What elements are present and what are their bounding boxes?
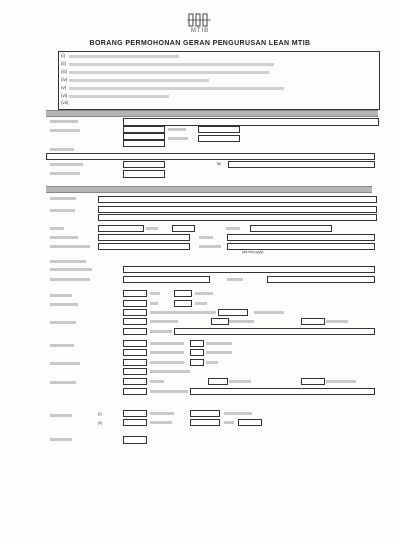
ownership-option-3-box[interactable] <box>123 309 147 316</box>
form-title: BORANG PERMOHONAN GERAN PENGURUSAN LEAN MTIB <box>89 40 311 47</box>
note-item: (v) <box>59 85 379 93</box>
label-phone: Tel <box>216 161 222 166</box>
category-option-2-box[interactable] <box>208 378 228 385</box>
note-item: (ii) <box>59 61 379 69</box>
market-option-4-box[interactable] <box>190 349 204 356</box>
address-line-2[interactable] <box>123 133 165 140</box>
note-item: (vi) <box>59 93 379 101</box>
activity-option-1-label <box>150 320 178 323</box>
section-company-band <box>46 110 378 117</box>
race-field[interactable] <box>250 225 332 232</box>
label-city <box>168 128 186 131</box>
person-name-field[interactable] <box>98 196 377 203</box>
label-company-info <box>50 260 86 263</box>
staff-option-4-box[interactable] <box>190 419 220 426</box>
category-option-3-box[interactable] <box>301 378 325 385</box>
category-other-field[interactable] <box>190 388 375 395</box>
label-company-type <box>50 268 92 271</box>
paid-up-capital-field[interactable] <box>123 276 210 283</box>
registration-date-field[interactable] <box>123 170 165 178</box>
market-option-2-box[interactable] <box>190 340 204 347</box>
address-line-1[interactable] <box>123 126 165 133</box>
office-phone-field[interactable] <box>98 234 190 241</box>
staff-option-1-label <box>150 412 174 415</box>
category-option-1-label <box>150 380 164 383</box>
label-company-name <box>50 120 78 123</box>
activity-option-4-label <box>150 330 172 333</box>
ownership-option-2-label <box>195 302 207 305</box>
status-option-2-label <box>195 292 213 295</box>
staff-option-4-label <box>224 421 234 424</box>
category-option-1-box[interactable] <box>123 378 147 385</box>
activity-option-1-box[interactable] <box>123 318 147 325</box>
activity-option-2-label <box>229 320 254 323</box>
staff-grade-2: (ii) <box>98 420 103 425</box>
product-option-1-box[interactable] <box>123 359 147 366</box>
ownership-option-3-label <box>150 311 216 314</box>
label-registration-date <box>50 172 80 175</box>
staff-option-1-box[interactable] <box>123 410 147 417</box>
birth-date-field[interactable] <box>98 243 190 250</box>
label-product-category <box>50 381 76 384</box>
label-mobile <box>199 245 221 248</box>
label-company-status <box>50 294 72 297</box>
label-address <box>50 129 80 132</box>
note-item: (iv) <box>59 77 379 85</box>
mtib-logo-icon <box>187 13 211 28</box>
ownership-note-label <box>254 311 284 314</box>
company-name-field[interactable] <box>123 118 379 126</box>
label-person-name <box>50 197 76 200</box>
position-field[interactable] <box>98 206 377 213</box>
phone-field[interactable] <box>228 161 375 168</box>
activity-option-3-label <box>326 320 348 323</box>
staff-total-field[interactable] <box>238 419 262 426</box>
market-option-3-box[interactable] <box>123 349 147 356</box>
category-option-4-label <box>150 390 188 393</box>
label-business-activity <box>50 321 76 324</box>
ssm-number-field[interactable] <box>123 161 165 168</box>
city-field[interactable] <box>198 126 240 133</box>
staff-option-3-box[interactable] <box>123 419 147 426</box>
staff-option-3-label <box>150 421 172 424</box>
ownership-option-2-box[interactable] <box>174 300 192 307</box>
market-option-1-label <box>150 342 184 345</box>
product-option-1-label <box>150 361 184 364</box>
market-option-4-label <box>206 351 232 354</box>
company-type-field[interactable] <box>123 266 375 273</box>
label-staff-count <box>50 414 72 417</box>
activity-option-4-box[interactable] <box>123 328 147 335</box>
label-birth-date <box>50 245 90 248</box>
activity-option-2-box[interactable] <box>211 318 229 325</box>
address-line-3[interactable] <box>123 140 165 147</box>
capital-unit-field[interactable] <box>267 276 375 283</box>
postcode-field[interactable] <box>198 135 240 142</box>
category-option-4-box[interactable] <box>123 388 147 395</box>
product-option-3-box[interactable] <box>123 368 147 375</box>
company-details-field[interactable] <box>46 153 375 160</box>
label-paid-up-capital <box>50 278 90 281</box>
label-ssm-number <box>50 163 83 166</box>
mobile-field[interactable] <box>227 243 375 250</box>
staff-option-2-box[interactable] <box>190 410 220 417</box>
label-race <box>226 227 240 230</box>
position-field-2[interactable] <box>98 214 377 221</box>
status-option-1-box[interactable] <box>123 290 147 297</box>
note-item: (i) <box>59 53 379 61</box>
annual-sales-field[interactable] <box>123 436 147 444</box>
category-option-3-label <box>326 380 356 383</box>
market-option-1-box[interactable] <box>123 340 147 347</box>
label-position <box>50 209 75 212</box>
label-ownership <box>50 303 78 306</box>
market-option-2-label <box>206 342 232 345</box>
label-email <box>199 236 213 239</box>
label-office-phone <box>50 236 78 239</box>
product-option-3-label <box>150 370 190 373</box>
ownership-option-1-label <box>150 302 158 305</box>
email-field[interactable] <box>227 234 375 241</box>
logo-wordmark: MTIB <box>190 28 210 34</box>
label-capital-unit <box>227 278 243 281</box>
label-age <box>146 227 158 230</box>
note-item: (vii) <box>61 100 69 105</box>
activity-other-field[interactable] <box>174 328 375 335</box>
status-option-2-box[interactable] <box>174 290 192 297</box>
notes-box <box>58 51 380 110</box>
ownership-percentage-field[interactable] <box>218 309 248 316</box>
label-market <box>50 344 74 347</box>
product-option-2-label <box>206 361 218 364</box>
label-ic <box>50 227 64 230</box>
activity-option-3-box[interactable] <box>301 318 325 325</box>
label-website <box>50 148 74 151</box>
staff-grade-1: (i) <box>98 411 102 416</box>
staff-option-2-label <box>224 412 252 415</box>
ownership-option-1-box[interactable] <box>123 300 147 307</box>
status-option-1-label <box>150 292 160 295</box>
note-item: (iii) <box>59 69 379 77</box>
label-annual-sales <box>50 438 72 441</box>
product-option-2-box[interactable] <box>190 359 204 366</box>
category-option-2-label <box>229 380 251 383</box>
birth-date-format-hint: (dd-mm-yyyy) <box>242 250 264 254</box>
market-option-3-label <box>150 351 184 354</box>
section-contact-band <box>46 186 372 193</box>
label-product-type <box>50 362 80 365</box>
label-postcode <box>168 137 188 140</box>
ic-field[interactable] <box>98 225 144 232</box>
age-field[interactable] <box>172 225 195 232</box>
